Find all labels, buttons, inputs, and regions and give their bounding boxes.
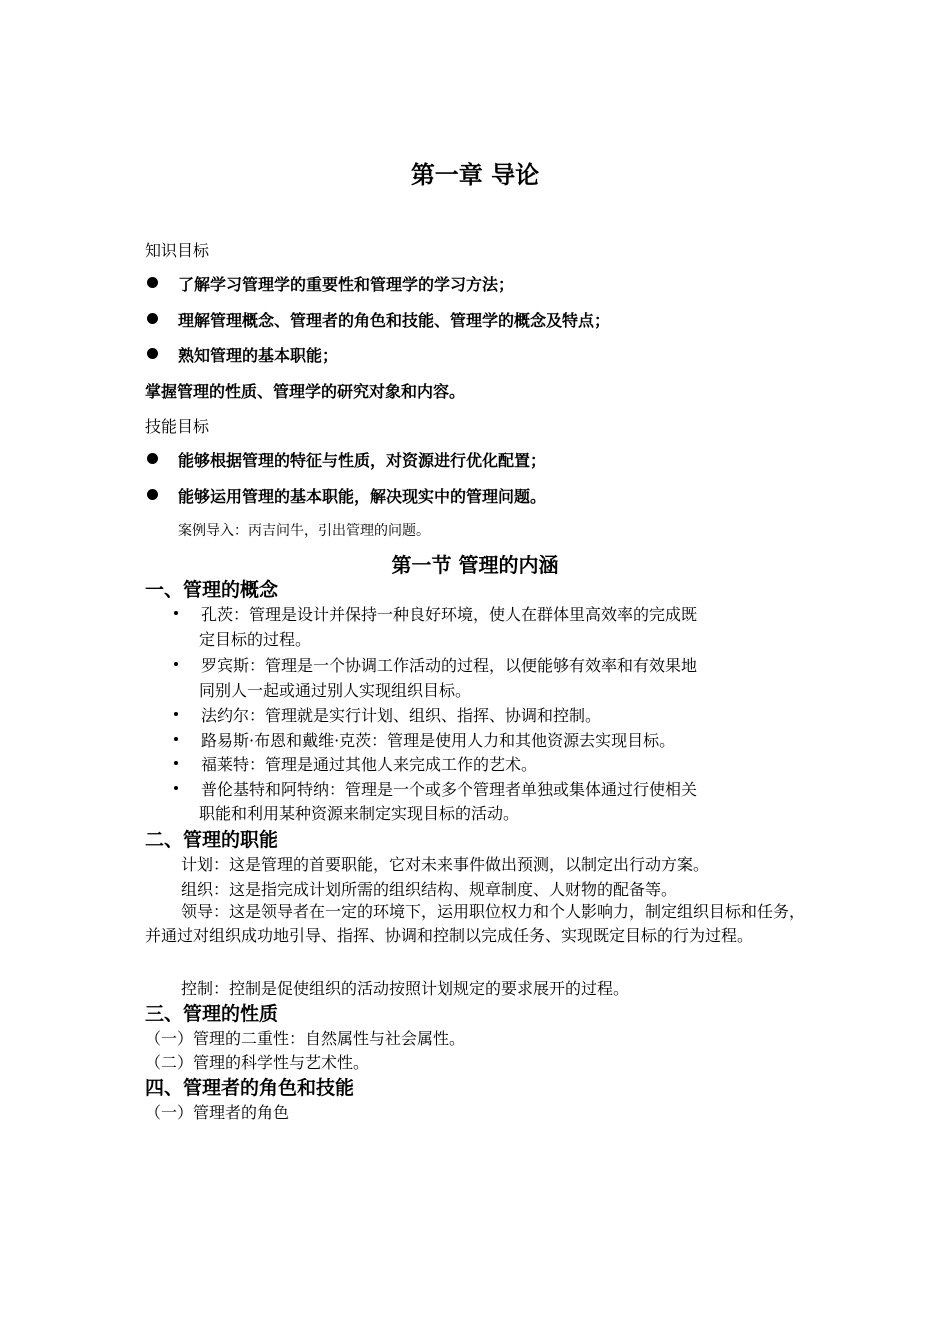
definition-line: 罗宾斯：管理是一个协调工作活动的过程，以便能够有效率和有效果地 [201,656,698,675]
bullet-dot-icon [147,348,158,359]
knowledge-goal-item: 熟知管理的基本职能； [178,346,339,365]
definition-line: 定目标的过程。 [199,630,312,649]
definition-line: 法约尔：管理就是实行计划、组织、指挥、协调和控制。 [201,706,602,725]
function-planning: 计划：这是管理的首要职能，它对未来事件做出预测，以制定出行动方案。 [181,855,710,874]
skill-goals-label: 技能目标 [145,417,210,436]
bullet-dot-icon [147,489,158,500]
definition-line: 福莱特：管理是通过其他人来完成工作的艺术。 [201,755,538,774]
definition-line: 普伦基特和阿特纳：管理是一个或多个管理者单独或集体通过行使相关 [201,780,698,799]
case-intro: 案例导入：丙吉问牛，引出管理的问题。 [178,523,430,539]
functions-heading: 二、管理的职能 [145,829,279,851]
nature-heading: 三、管理的性质 [145,1003,279,1025]
knowledge-goals-label: 知识目标 [145,241,210,260]
skill-goal-item: 能够根据管理的特征与性质，对资源进行优化配置； [178,451,547,470]
roles-heading: 四、管理者的角色和技能 [145,1077,355,1099]
definition-line: 孔茨：管理是设计并保持一种良好环境，使人在群体里高效率的完成既 [201,605,698,624]
roles-item: （一）管理者的角色 [145,1103,290,1122]
definition-line: 同别人一起或通过别人实现组织目标。 [199,681,472,700]
function-leading: 领导：这是领导者在一定的环境下，运用职位权力和个人影响力，制定组织目标和任务，并通过对组织成功地引导、指挥、协调和控制以完成任务、实现既定目标的行为过程。 [145,902,806,945]
function-organizing: 组织：这是指完成计划所需的组织结构、规章制度、人财物的配备等。 [181,880,678,899]
concept-heading: 一、管理的概念 [145,579,279,601]
definition-line: 路易斯·布恩和戴维·克茨：管理是使用人力和其他资源去实现目标。 [201,731,676,750]
chapter-title: 第一章 导论 [410,161,540,189]
bullet-dot-icon [147,453,158,464]
bullet-dot-icon [147,277,158,288]
knowledge-goal-trailing: 掌握管理的性质、管理学的研究对象和内容。 [145,382,466,401]
bullet-dot-icon [147,313,158,324]
bullet-dot-icon [174,611,178,615]
bullet-dot-icon [174,737,178,741]
nature-item: （一）管理的二重性：自然属性与社会属性。 [145,1029,466,1048]
bullet-dot-icon [174,662,178,666]
section-title: 第一节 管理的内涵 [391,553,559,577]
function-controlling: 控制：控制是促使组织的活动按照计划规定的要求展开的过程。 [181,979,630,998]
bullet-dot-icon [174,761,178,765]
knowledge-goal-item: 理解管理概念、管理者的角色和技能、管理学的概念及特点； [178,311,611,330]
skill-goal-item: 能够运用管理的基本职能，解决现实中的管理问题。 [178,487,547,506]
bullet-dot-icon [174,786,178,790]
knowledge-goal-item: 了解学习管理学的重要性和管理学的学习方法； [178,275,515,294]
bullet-dot-icon [174,712,178,716]
definition-line: 职能和利用某种资源来制定实现目标的活动。 [199,804,520,823]
nature-item: （二）管理的科学性与艺术性。 [145,1053,370,1072]
